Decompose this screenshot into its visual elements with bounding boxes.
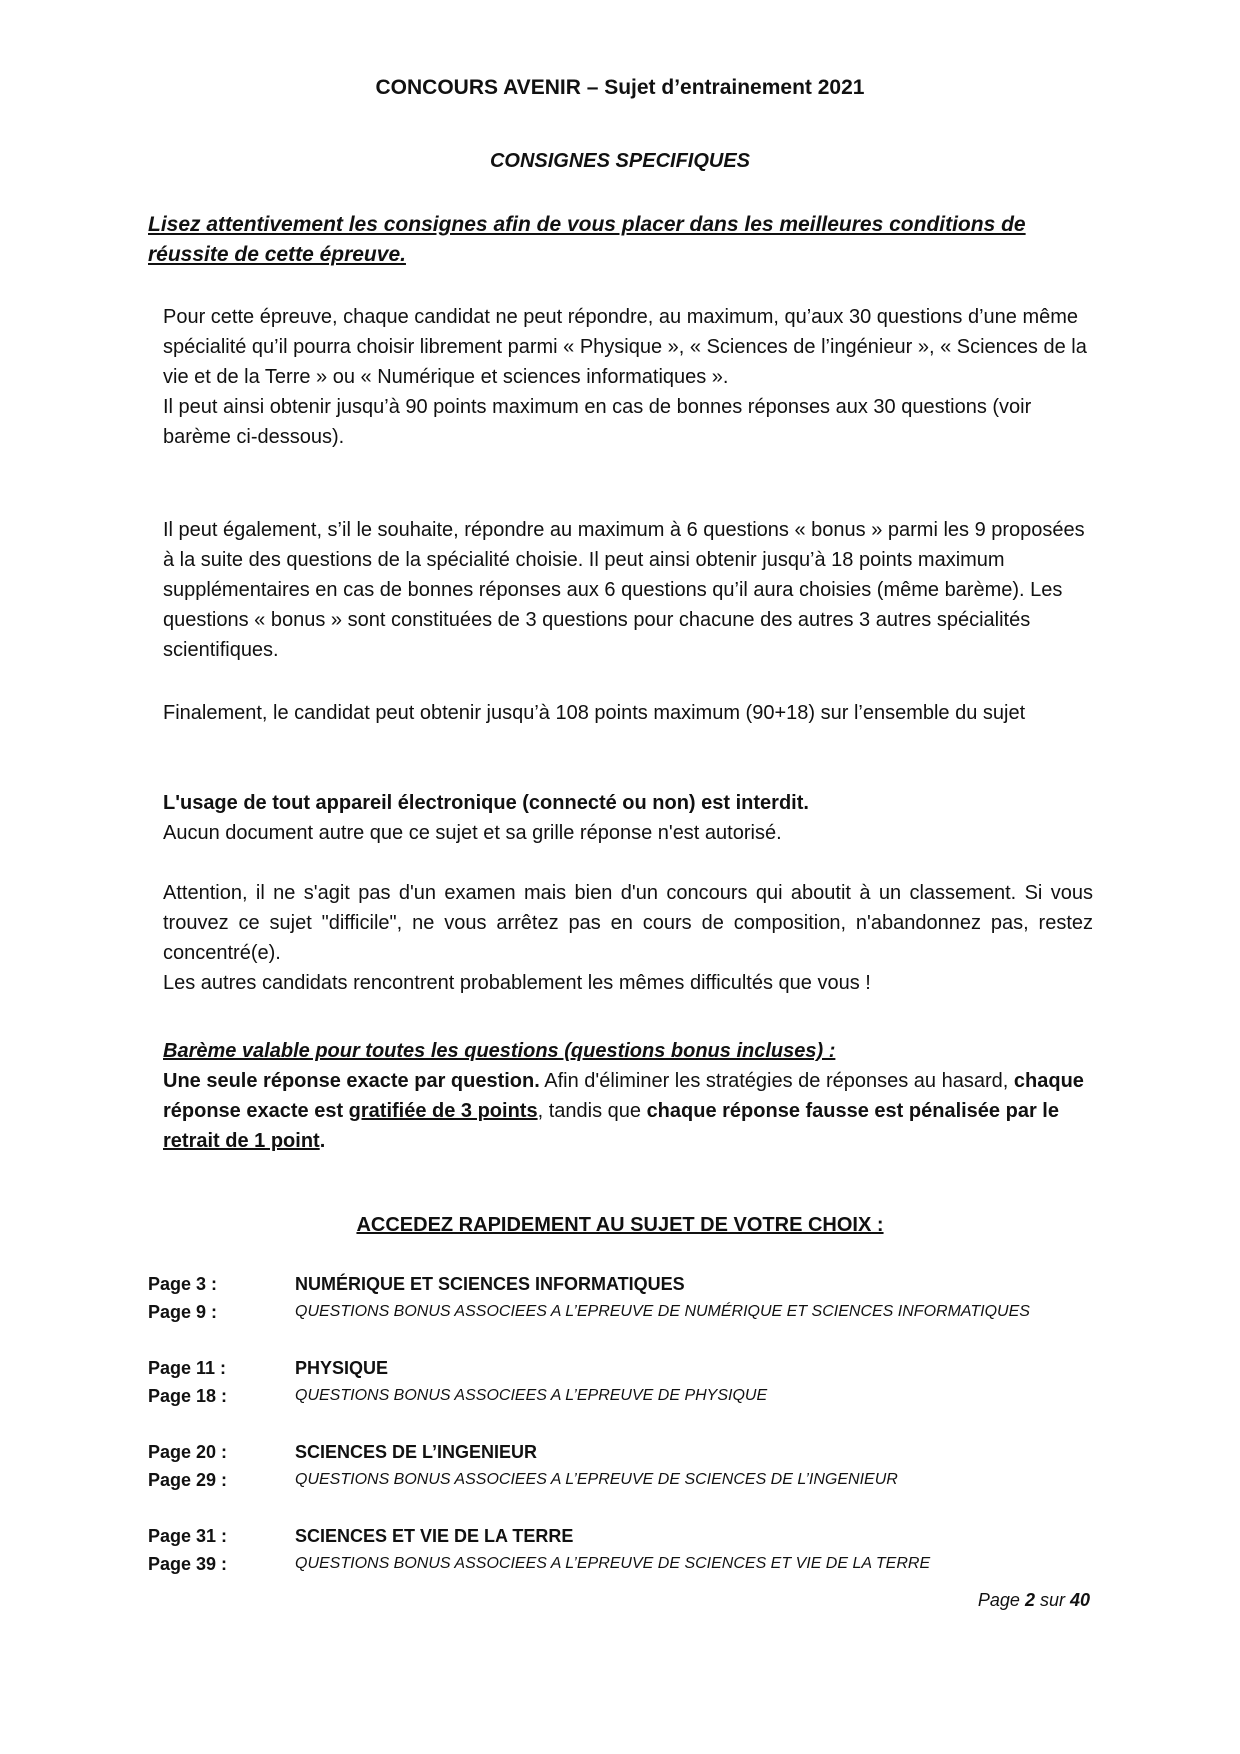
toc-group-si bbox=[148, 1438, 1108, 1494]
footer-middle: sur bbox=[1034, 1590, 1070, 1610]
toc-group-svt bbox=[148, 1522, 1108, 1578]
toc-label: QUESTIONS BONUS ASSOCIEES A L’EPREUVE DE SCIENCES DE L’INGENIEUR bbox=[295, 1471, 898, 1488]
devices-warning: L'usage de tout appareil électronique (connecté ou non) est interdit. bbox=[163, 792, 809, 814]
toc-row[interactable] bbox=[148, 1298, 1108, 1326]
toc-group-nsi bbox=[148, 1270, 1108, 1326]
rules-line-2: Il peut ainsi obtenir jusqu’à 90 points maximum en cas de bonnes réponses aux 30 questions (voir barème ci-dessous). bbox=[163, 396, 1032, 448]
toc-row[interactable] bbox=[148, 1270, 1108, 1298]
toc-title: ACCEDEZ RAPIDEMENT AU SUJET DE VOTRE CHOIX : bbox=[356, 1214, 884, 1236]
paragraph-bonus bbox=[163, 515, 1093, 665]
bareme-s2-bold: chaque réponse exacte est bbox=[163, 1070, 1084, 1122]
toc-label: QUESTIONS BONUS ASSOCIEES A L’EPREUVE DE SCIENCES ET VIE DE LA TERRE bbox=[295, 1555, 931, 1572]
toc-page-number: Page 20 : bbox=[148, 1441, 228, 1462]
paragraph-total bbox=[163, 698, 1093, 728]
toc-label: SCIENCES ET VIE DE LA TERRE bbox=[295, 1525, 574, 1546]
total-text: Finalement, le candidat peut obtenir jusqu’à 108 points maximum (90+18) sur l’ensemble du sujet bbox=[163, 702, 1026, 724]
toc-page-number: Page 31 : bbox=[148, 1525, 228, 1546]
footer-total-pages: 40 bbox=[1069, 1590, 1090, 1610]
document-title: CONCOURS AVENIR – Sujet d’entrainement 2021 bbox=[375, 76, 865, 99]
bareme-s3-bold: chaque réponse fausse est pénalisée par le bbox=[646, 1100, 1059, 1122]
toc-page-number: Page 39 : bbox=[148, 1553, 228, 1574]
toc-label: PHYSIQUE bbox=[295, 1357, 389, 1378]
documents-note: Aucun document autre que ce sujet et sa grille réponse n'est autorisé. bbox=[163, 822, 782, 844]
paragraph-bareme bbox=[163, 1036, 1093, 1156]
toc-group-physique bbox=[148, 1354, 1108, 1410]
toc-label: SCIENCES DE L’INGENIEUR bbox=[295, 1441, 538, 1462]
bareme-s3-end: . bbox=[319, 1130, 326, 1152]
attention-text: Attention, il ne s'agit pas d'un examen mais bien d'un concours qui aboutit à un classement. Si vous trouvez ce sujet "difficile", ne vous arrêtez pas en cours de composition, n'abandonnez pas, restez concentré(e). bbox=[163, 882, 1093, 964]
paragraph-attention bbox=[163, 878, 1093, 998]
paragraph-rules bbox=[163, 302, 1093, 452]
toc-row[interactable] bbox=[148, 1550, 1108, 1578]
toc-row[interactable] bbox=[148, 1466, 1108, 1494]
bareme-s1-normal: Afin d'éliminer les stratégies de réponses au hasard, bbox=[539, 1070, 1014, 1092]
toc-page-number: Page 3 : bbox=[148, 1273, 218, 1294]
footer-current-page: 2 bbox=[1024, 1590, 1035, 1610]
toc-page-number: Page 18 : bbox=[148, 1385, 228, 1406]
toc-page-number: Page 29 : bbox=[148, 1469, 228, 1490]
bareme-s1-bold: Une seule réponse exacte par question. bbox=[163, 1070, 540, 1092]
toc-label: NUMÉRIQUE ET SCIENCES INFORMATIQUES bbox=[295, 1273, 685, 1294]
footer-prefix: Page bbox=[977, 1590, 1025, 1610]
page-footer bbox=[978, 1590, 1090, 1611]
bareme-s2-normal: , tandis que bbox=[537, 1100, 647, 1122]
toc-row[interactable] bbox=[148, 1438, 1108, 1466]
toc-page-number: Page 11 : bbox=[148, 1357, 227, 1378]
section-subtitle: CONSIGNES SPECIFIQUES bbox=[489, 150, 751, 172]
attention-end: Les autres candidats rencontrent probablement les mêmes difficultés que vous ! bbox=[163, 972, 871, 994]
toc-row[interactable] bbox=[148, 1354, 1108, 1382]
toc-page-number: Page 9 : bbox=[148, 1301, 218, 1322]
bareme-text bbox=[163, 1066, 1093, 1156]
bonus-text: Il peut également, s’il le souhaite, répondre au maximum à 6 questions « bonus » parmi les 9 proposées à la suite des questions de la spécialité choisie. Il peut ainsi obtenir jusqu’à 18 points maximum supplémentaires en cas de bonnes réponses aux 6 questions qu’il aura choisies (même barème). Les questions « bonus » sont constituées de 3 questions pour chacune des autres 3 autres spécialités scientifiques. bbox=[163, 519, 1085, 661]
table-of-contents bbox=[148, 1270, 1108, 1606]
intro-instruction: Lisez attentivement les consignes afin de vous placer dans les meilleures conditions de réussite de cette épreuve. bbox=[148, 213, 1026, 266]
rules-line-1: Pour cette épreuve, chaque candidat ne peut répondre, au maximum, qu’aux 30 questions d’une même spécialité qu’il pourra choisir librement parmi « Physique », « Sciences de l’ingénieur », « Sciences de la vie et de la Terre » ou « Numérique et sciences informatiques ». bbox=[163, 306, 1087, 388]
paragraph-devices bbox=[163, 788, 1093, 848]
toc-label: QUESTIONS BONUS ASSOCIEES A L’EPREUVE DE NUMÉRIQUE ET SCIENCES INFORMATIQUES bbox=[295, 1303, 1030, 1320]
toc-row[interactable] bbox=[148, 1522, 1108, 1550]
bareme-points-gain: gratifiée de 3 points bbox=[348, 1100, 538, 1122]
bareme-heading: Barème valable pour toutes les questions (questions bonus incluses) : bbox=[163, 1040, 836, 1062]
toc-label: QUESTIONS BONUS ASSOCIEES A L’EPREUVE DE PHYSIQUE bbox=[295, 1387, 768, 1404]
bareme-points-loss: retrait de 1 point bbox=[163, 1130, 320, 1152]
toc-row[interactable] bbox=[148, 1382, 1108, 1410]
